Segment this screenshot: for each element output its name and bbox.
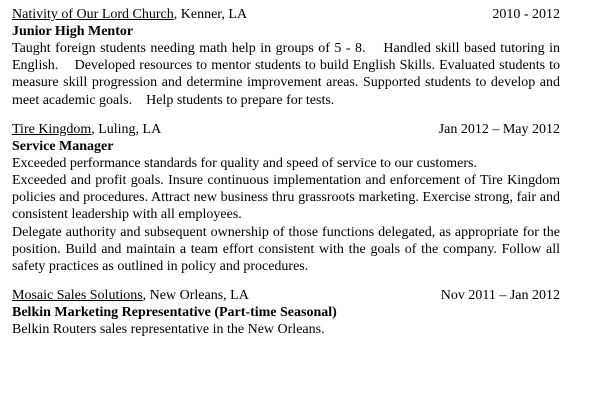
experience-entry <box>12 121 560 275</box>
job-title: Junior High Mentor <box>12 24 134 39</box>
entry-header <box>12 6 560 23</box>
job-description: Exceeded and profit goals. Insure continuous implementation and enforcement of Tire Kingdom policies and procedures. Attract new business thru grassroots marketing. Exercise strong, fair and consistent leadership with all employees. <box>12 173 560 223</box>
employer-name: Mosaic Sales Solutions <box>12 288 143 304</box>
experience-entry <box>12 6 564 109</box>
job-title: Belkin Marketing Representative (Part-time Seasonal) <box>12 305 337 321</box>
employer-location: , New Orleans, LA <box>142 288 249 304</box>
employer-location: , Kenner, LA <box>173 7 248 22</box>
job-description: Taught foreign students needing math help in groups of 5 - 8. Handled skill based tutoring in English. Developed resources to mentor students to build English Skills. Evaluated students to measure skill progression and determine improvement areas. Supported students to develop and meet academic goals. Help students to prepare for tests. <box>12 41 564 108</box>
job-description: Exceeded performance standards for quality and speed of service to our customers. <box>12 155 477 171</box>
job-description: Delegate authority and subsequent ownership of those functions delegated, as appropriate for the position. Build and maintain a team effort consistent with the goals of the company. Follow all safety practices as outlined in policy and procedures. <box>12 224 560 275</box>
employment-dates: Jan 2012 – May 2012 <box>438 121 560 137</box>
entry-header <box>12 287 560 304</box>
employer-name: Tire Kingdom <box>12 121 92 137</box>
job-description: Belkin Routers sales representative in the New Orleans. <box>12 322 325 338</box>
employer <box>12 287 249 304</box>
employer <box>12 6 247 23</box>
entry-header <box>12 121 560 138</box>
employer-location: , Luling, LA <box>91 121 162 137</box>
employer-name: Nativity of Our Lord Church <box>12 7 174 22</box>
employment-dates: Nov 2011 – Jan 2012 <box>440 288 560 304</box>
resume-experience-section <box>12 6 564 350</box>
employment-dates: 2010 - 2012 <box>492 7 560 22</box>
job-title: Service Manager <box>12 138 114 154</box>
employer <box>12 121 161 138</box>
experience-entry <box>12 287 560 338</box>
